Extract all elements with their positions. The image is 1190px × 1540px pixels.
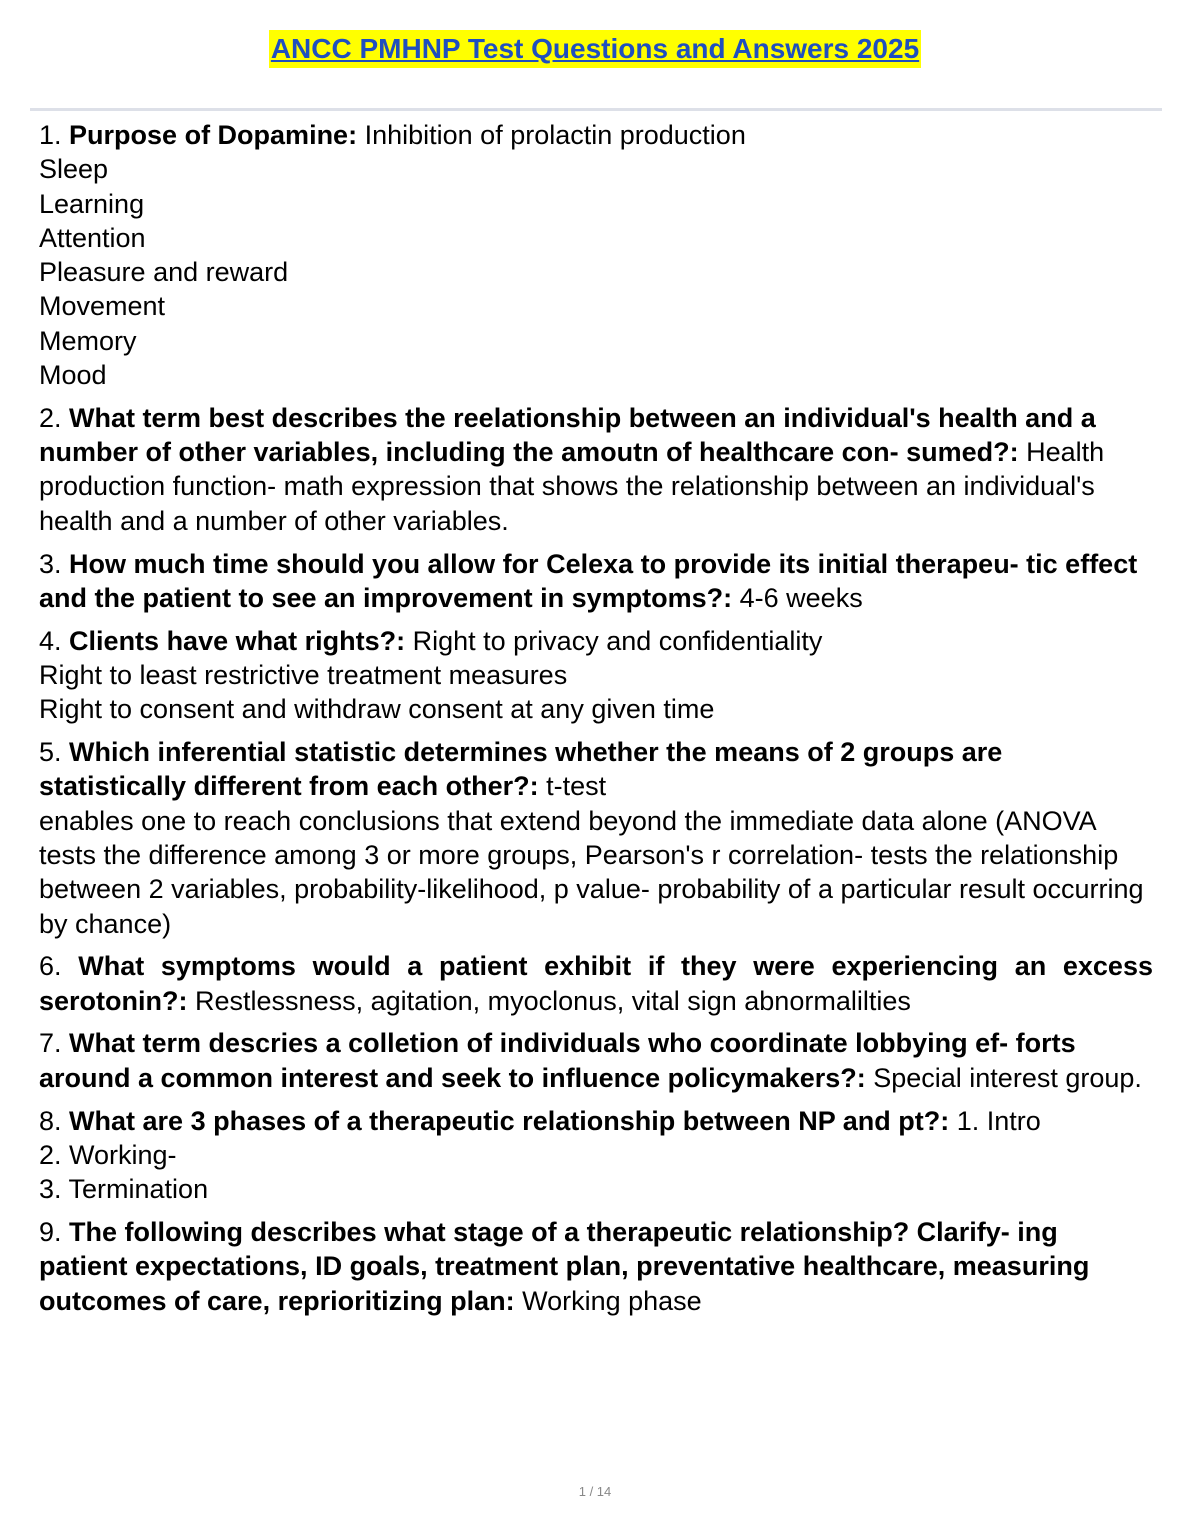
answer-line: 4-6 weeks: [739, 582, 863, 613]
answer-line: Inhibition of prolactin production: [364, 120, 746, 150]
answer-line: Working phase: [522, 1285, 702, 1316]
qa-item-9: [39, 1215, 1153, 1318]
qa-item-4: [39, 624, 1153, 727]
answer-line: 3. Termination: [39, 1174, 209, 1205]
item-number: 9.: [39, 1216, 62, 1247]
document-title: ANCC PMHNP Test Questions and Answers 2025: [269, 30, 921, 68]
answer-line: Right to least restrictive treatment measures: [39, 659, 568, 690]
header-divider: [30, 108, 1162, 111]
qa-item-6: [39, 949, 1153, 1018]
question-text: What term best describes the reelationship between an individual's health and a number of other variables, including the amoutn of healthcare con- sumed?:: [39, 402, 1096, 468]
question-text: Which inferential statistic determines whether the means of 2 groups are statistically different from each other?:: [39, 737, 1003, 802]
question-text: What are 3 phases of a therapeutic relationship between NP and pt?:: [69, 1105, 950, 1136]
qa-item-7: [39, 1026, 1153, 1095]
item-number: 2.: [39, 402, 62, 433]
answer-line: Right to privacy and confidentiality: [412, 625, 823, 656]
answer-line: Movement: [39, 291, 166, 322]
question-text: The following describes what stage of a therapeutic relationship? Clarify- ing patient expectations, ID goals, treatment plan, preventative healthcare, measuring outcomes of care, reprioritizing plan:: [39, 1216, 1090, 1316]
item-number: 7.: [39, 1028, 62, 1059]
item-number: 3.: [39, 548, 62, 579]
qa-item-5: [39, 735, 1153, 941]
answer-line: Health production function- math expression that shows the relationship between an individual's health and a number of other variables.: [39, 437, 1105, 536]
answer-line: Restlessness, agitation, myoclonus, vital sign abnormalilties: [195, 985, 911, 1016]
answer-line: 1. Intro: [956, 1105, 1041, 1136]
answer-line: Special interest group.: [873, 1062, 1142, 1093]
qa-item-1: [39, 118, 1153, 392]
answer-line: Mood: [39, 360, 107, 391]
question-text: What symptoms would a patient exhibit if they were experiencing an excess serotonin?:: [39, 951, 1153, 1016]
item-number: 8.: [39, 1105, 62, 1136]
question-text: What term descries a colletion of individuals who coordinate lobbying ef- forts around a common interest and seek to influence policymakers?:: [39, 1028, 1076, 1093]
question-text: How much time should you allow for Celexa to provide its initial therapeu- tic effect and the patient to see an improvement in symptoms?:: [39, 548, 1138, 613]
answer-line: Learning: [39, 188, 145, 219]
item-number: 5.: [39, 737, 62, 768]
qa-item-3: [39, 547, 1153, 616]
question-text: Purpose of Dopamine:: [69, 120, 358, 150]
page-indicator: 1 / 14: [578, 1484, 612, 1499]
qa-item-2: [39, 401, 1153, 538]
title-container: [0, 30, 1190, 68]
question-text: Clients have what rights?:: [69, 625, 406, 656]
answer-line: t-test: [546, 771, 607, 802]
item-number: 1.: [39, 120, 62, 150]
answer-line: Pleasure and reward: [39, 257, 289, 288]
answer-line: enables one to reach conclusions that extend beyond the immediate data alone (ANOVA tests the difference among 3 or more groups, Pearson's r correlation- tests the relationship between 2 variables, probability-likelihood, p value- probability of a particular result occurring by chance): [39, 805, 1144, 939]
answer-line: Attention: [39, 222, 146, 253]
item-number: 4.: [39, 625, 62, 656]
answer-line: Right to consent and withdraw consent at any given time: [39, 694, 715, 725]
answer-line: 2. Working-: [39, 1139, 177, 1170]
item-number: 6.: [39, 951, 62, 982]
answer-line: Memory: [39, 325, 137, 356]
qa-list: [39, 118, 1153, 1326]
qa-item-8: [39, 1104, 1153, 1207]
answer-line: Sleep: [39, 154, 109, 185]
